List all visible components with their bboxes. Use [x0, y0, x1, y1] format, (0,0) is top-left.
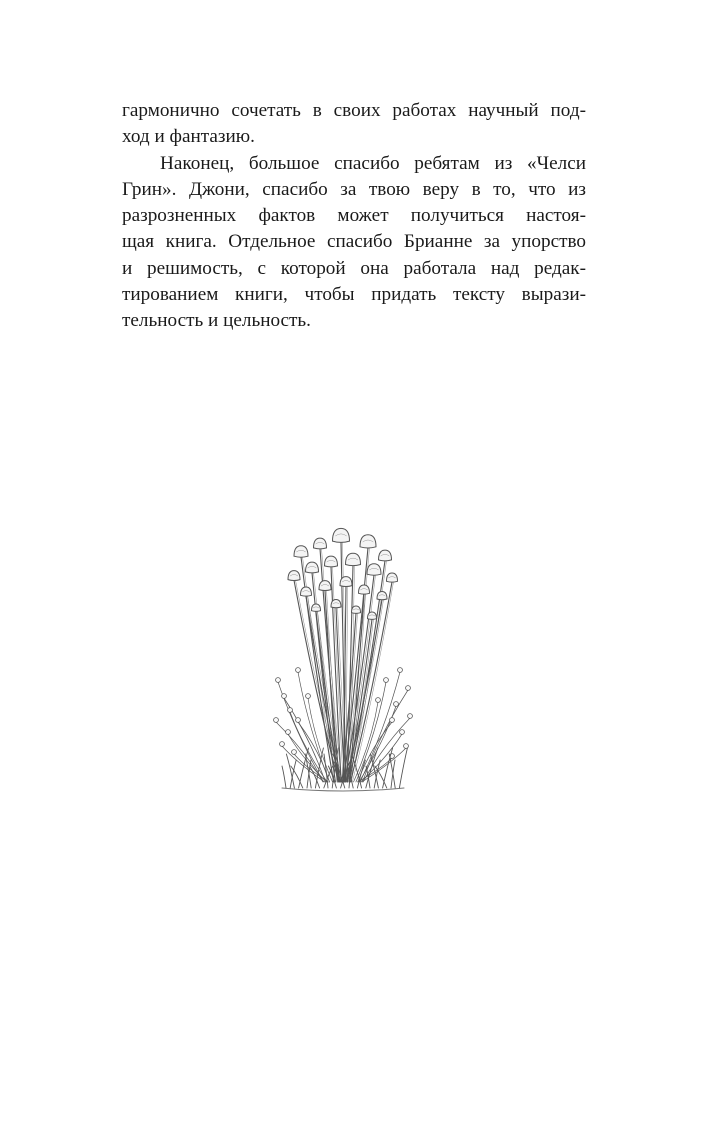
text-line: Наконец, большое спасибо ребятам из «Челси: [160, 152, 586, 174]
text-line: Грин». Джони, спасибо за твою веру в то, что из: [122, 178, 586, 200]
text-line: и решимость, с которой она работала над редак-: [122, 257, 586, 279]
text-line: тированием книги, чтобы придать тексту вырази-: [122, 284, 586, 306]
text-line: гармонично сочетать в своих работах научный под-: [122, 100, 586, 121]
body-text: [122, 98, 586, 335]
text-line: тельность и цельность.: [122, 310, 311, 332]
text-line: разрозненных фактов может получиться настоя-: [122, 205, 586, 227]
mushroom-cluster-icon: [268, 520, 418, 792]
paragraph-1: [122, 98, 586, 151]
paragraph-2: [122, 151, 586, 335]
text-line: щая книга. Отдельное спасибо Брианне за упорство: [122, 231, 586, 253]
text-line: ход и фантазию.: [122, 126, 255, 148]
